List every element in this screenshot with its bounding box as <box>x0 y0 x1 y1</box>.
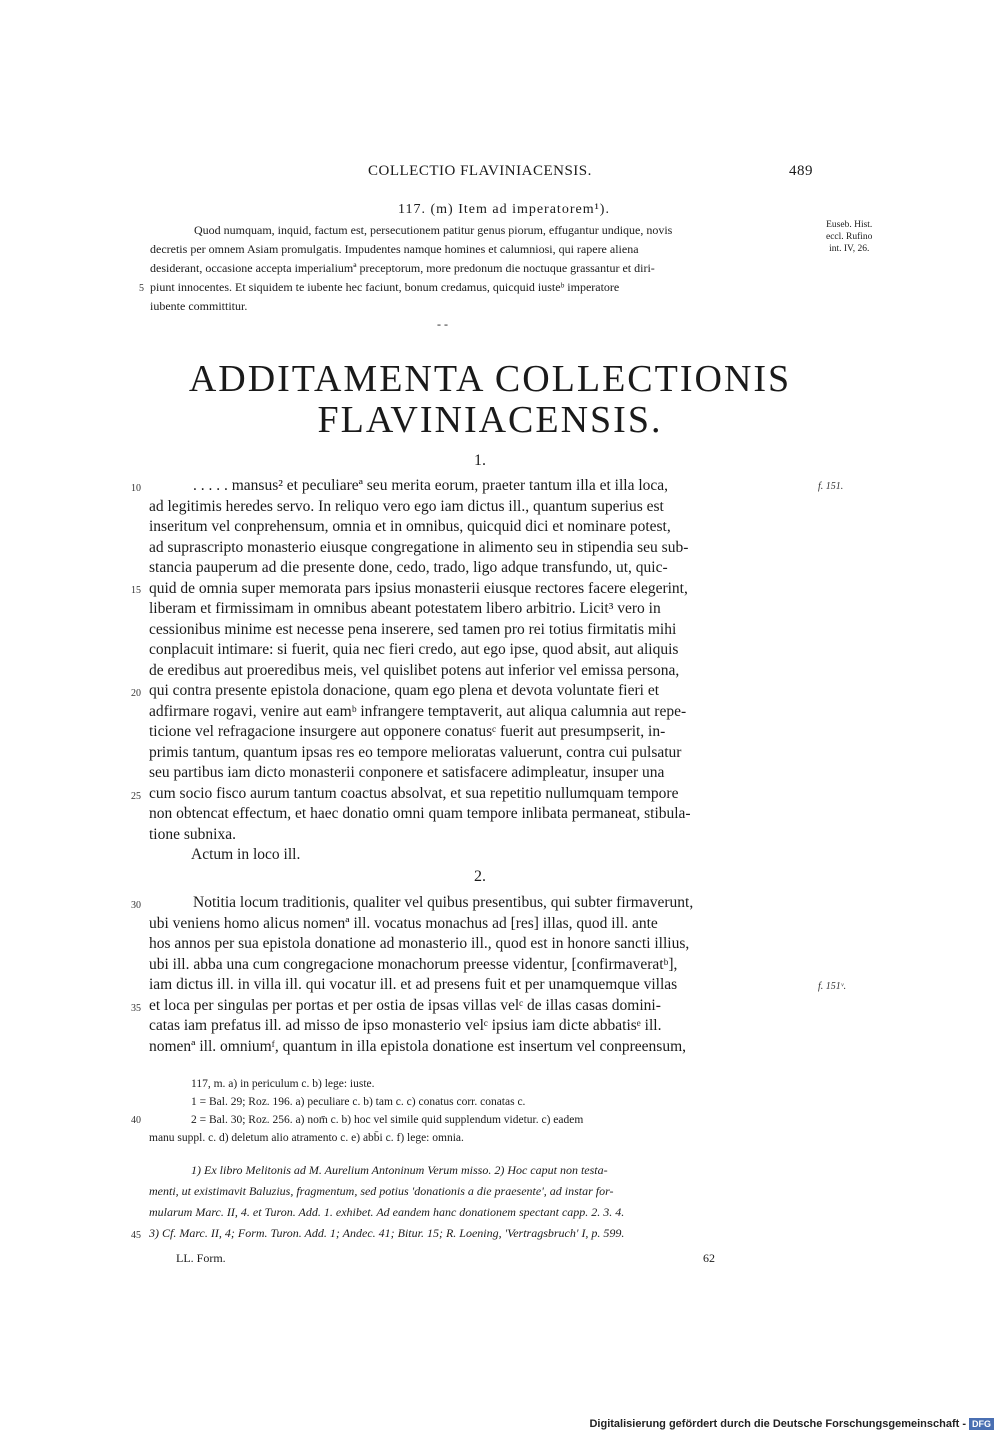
text-line: quid de omnia super memorata pars ipsius monasterii eiusque rectores facere elegerint, <box>149 579 688 597</box>
text-line: inseritum vel conprehensum, omnia et in omnibus, quicquid dici et nominare potest, <box>149 518 671 535</box>
margin-note-folio: f. 151. <box>818 481 844 492</box>
text-line: hos annos per sua epistola donatione ad monasterio ill., quod est in honore sancti illius, <box>149 935 690 952</box>
text-line: desiderant, occasione accepta imperialiumª preceptorum, more predonum die noctuque grassantur et diri- <box>150 261 655 275</box>
text-line: ad legitimis heredes servo. In reliquo vero ego iam dictus ill., quantum superius est <box>149 497 664 515</box>
line-number: 45 <box>131 1230 141 1241</box>
text-line: iubente committitur. <box>150 299 248 313</box>
section-117-text <box>150 221 818 316</box>
section-2-number: 2. <box>474 868 486 885</box>
text-line: seu partibus iam dicto monasterii conponere et satisfacere adimpleatur, insuper una <box>149 764 665 781</box>
text-line: ticione vel refragacione insurgere aut opponere conatusᶜ fuerit aut presumpserit, in- <box>149 723 666 740</box>
text-line: decretis per omnem Asiam promulgatis. Impudentes namque homines et calumniosi, qui rapere aliena <box>150 242 639 256</box>
text-line: cum socio fisco aurum tantum coactus absolvat, et sua repetitio nullumquam tempore <box>149 784 679 802</box>
margin-note-line: eccl. Rufino <box>826 232 873 242</box>
line-number: 5 <box>139 283 144 294</box>
credit-text: Digitalisierung gefördert durch die Deutsche Forschungsgemeinschaft - <box>589 1418 966 1430</box>
page-number: 489 <box>789 163 813 179</box>
text-line: catas iam prefatus ill. ad misso de ipso monasterio velᶜ ipsius iam dicte abbatisᵉ ill. <box>149 1017 662 1034</box>
text-line: ad suprascripto monasterio eiusque congregatione in alimento seu in stipendia seu sub- <box>149 538 689 556</box>
footnote-line: 1 = Bal. 29; Roz. 196. a) peculiare c. b) tam c. c) conatus corr. conatas c. <box>191 1096 526 1108</box>
separator: - - <box>437 317 448 331</box>
line-number: 20 <box>131 688 141 699</box>
text-line: primis tantum, quantum ipsas res eo tempore melioratas valuerunt, contra cui pulsatur <box>149 743 682 761</box>
text-line: . . . . . mansus² et peculiareª seu merita eorum, praeter tantum illa et illa loca, <box>193 477 669 494</box>
text-line: non obtencat effectum, et haec donatio omni quam tempore inlibata permaneat, stibula- <box>149 805 691 822</box>
collection-abbrev: LL. Form. <box>176 1251 226 1265</box>
text-line: piunt innocentes. Et siquidem te iubente hec faciunt, bonum credamus, quicquid iusteᵇ imperatore <box>150 280 620 294</box>
margin-note-source <box>826 219 872 255</box>
line-number: 35 <box>131 1003 141 1014</box>
text-line: tione subnixa. <box>149 825 236 843</box>
footnote-line: 1) Ex libro Melitonis ad M. Aurelium Antoninum Verum misso. 2) Hoc caput non testa- <box>191 1163 608 1177</box>
section-1-text <box>149 476 814 866</box>
footnote-line: manu suppl. c. d) deletum alio atramento c. e) abb̄i c. f) lege: omnia. <box>149 1132 464 1144</box>
main-title-line1: ADDITAMENTA COLLECTIONIS <box>188 358 792 400</box>
text-line: iam dictus ill. in villa ill. qui vocatur ill. et ad presens fuit et per unamquemque villas <box>149 976 678 993</box>
running-title: COLLECTIO FLAVINIACENSIS. <box>368 163 592 179</box>
section-1-number: 1. <box>474 452 486 469</box>
margin-note-line: int. IV, 26. <box>829 244 870 254</box>
line-number: 30 <box>131 900 141 911</box>
footnote-line: 3) Cf. Marc. II, 4; Form. Turon. Add. 1; Andec. 41; Bitur. 15; R. Loening, 'Vertragsbruch' I, p. 599. <box>149 1226 625 1240</box>
footnote-line: menti, ut existimavit Baluzius, fragmentum, sed potius 'donationis a die praesente', ad instar for- <box>149 1184 614 1198</box>
text-line: qui contra presente epistola donacione, quam ego plena et devota voluntate fieri et <box>149 682 660 699</box>
footnote-line: 2 = Bal. 30; Roz. 256. a) nom̄ c. b) hoc vel simile quid supplendum videtur. c) eadem <box>191 1114 584 1126</box>
line-number: 10 <box>131 483 141 494</box>
text-line: ubi veniens homo alicus nomenª ill. vocatus monachus ad [res] illas, quod ill. ante <box>149 914 658 932</box>
text-line: de eredibus aut proeredibus meis, vel quislibet potens aut inferior vel emissa persona, <box>149 661 680 679</box>
text-line: Notitia locum traditionis, qualiter vel quibus presentibus, qui subter firmaverunt, <box>193 894 694 911</box>
margin-note-line: Euseb. Hist. <box>826 220 873 230</box>
line-number: 40 <box>131 1115 141 1126</box>
text-line: liberam et firmissimam in omnibus abeant potestatem libero arbitrio. Licit³ vero in <box>149 600 661 617</box>
text-line: et loca per singulas per portas et per ostia de ipsas villas velᶜ de illas casas domini- <box>149 996 661 1014</box>
text-line: conplacuit intimare: si fuerit, quia nec fieri credo, aut ego ipse, quod absit, aut aliquis <box>149 641 679 658</box>
text-line: cessionibus minime est necesse pena inserere, sed tamen pro rei totius firmitatis mihi <box>149 620 677 638</box>
footnote-line: mularum Marc. II, 4. et Turon. Add. 1. exhibet. Ad eandem hanc donationem spectant capp. 2. 3. 4. <box>149 1205 625 1219</box>
section-2-text <box>149 893 814 1057</box>
margin-note-folio: f. 151ᵛ. <box>818 981 847 992</box>
text-line: adfirmare rogavi, venire aut eamᵇ infrangere temptaverit, aut aliqua calumnia aut repe- <box>149 702 687 720</box>
main-title-line2: FLAVINIACENSIS. <box>317 399 663 441</box>
line-number: 25 <box>131 791 141 802</box>
text-line: ubi ill. abba una cum congregacione monachorum preesse videntur, [confirmaveratᵇ], <box>149 955 678 973</box>
section-117-heading: 117. (m) Item ad imperatorem¹). <box>398 202 610 217</box>
line-number: 15 <box>131 585 141 596</box>
text-line: Quod numquam, inquid, factum est, persecutionem patitur genus piorum, effugantur undique, novis <box>194 223 673 237</box>
text-line: stancia pauperum ad die presente done, cedo, trado, ligo adque transfundo, ut, quic- <box>149 559 668 576</box>
notes-footnotes <box>149 1160 814 1244</box>
text-line: nomenª ill. omniumᶠ, quantum in illa epistola donatione est insertum vel conpreensum, <box>149 1037 686 1055</box>
signature-mark: 62 <box>703 1251 715 1265</box>
digitization-credit <box>589 1418 994 1430</box>
text-line: Actum in loco ill. <box>191 846 301 863</box>
apparatus-footnotes <box>149 1075 814 1147</box>
dfg-logo: DFG <box>969 1418 994 1430</box>
footnote-line: 117, m. a) in periculum c. b) lege: iuste. <box>191 1078 375 1090</box>
